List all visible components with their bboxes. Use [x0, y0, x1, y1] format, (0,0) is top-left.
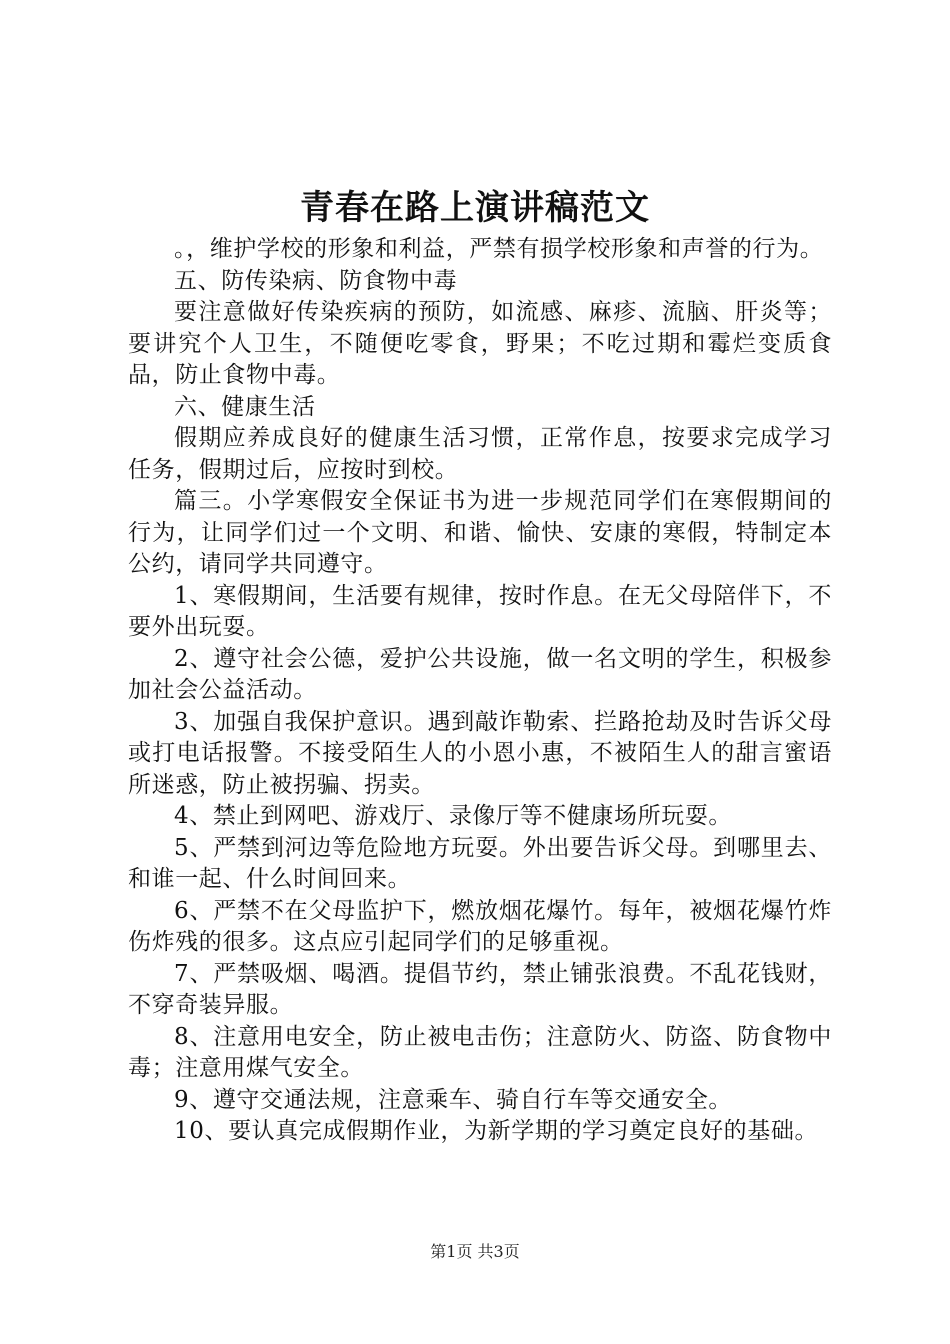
- list-item: 5、严禁到河边等危险地方玩耍。外出要告诉父母。到哪里去、和谁一起、什么时间回来。: [128, 834, 832, 892]
- section-heading: 六、健康生活: [174, 393, 316, 420]
- paragraph: 。，维护学校的形象和利益，严禁有损学校形象和声誉的行为。: [174, 236, 824, 262]
- list-item: 8、注意用电安全，防止被电击伤；注意防火、防盗、防食物中毒；注意用煤气安全。: [128, 1023, 832, 1081]
- paragraph: 假期应养成良好的健康生活习惯，正常作息，按要求完成学习任务，假期过后，应按时到校。: [128, 425, 832, 483]
- list-item: 10、要认真完成假期作业，为新学期的学习奠定良好的基础。: [174, 1118, 819, 1144]
- list-item: 1、寒假期间，生活要有规律，按时作息。在无父母陪伴下，不要外出玩耍。: [128, 582, 832, 640]
- paragraph: 要注意做好传染疾病的预防，如流感、麻疹、流脑、肝炎等；要讲究个人卫生，不随便吃零食，野果；不吃过期和霉烂变质食品，防止食物中毒。: [128, 299, 832, 388]
- list-item: 3、加强自我保护意识。遇到敲诈勒索、拦路抢劫及时告诉父母或打电话报警。不接受陌生人的小恩小惠，不被陌生人的甜言蜜语所迷惑，防止被拐骗、拐卖。: [128, 708, 832, 798]
- page-number-footer: 第1页 共3页: [430, 1242, 520, 1261]
- list-item: 6、严禁不在父母监护下，燃放烟花爆竹。每年，被烟花爆竹炸伤炸残的很多。这点应引起同学们的足够重视。: [128, 897, 832, 955]
- list-item: 2、遵守社会公德，爱护公共设施，做一名文明的学生，积极参加社会公益活动。: [128, 645, 832, 703]
- document-title: 青春在路上演讲稿范文: [300, 188, 650, 228]
- list-item: 9、遵守交通法规，注意乘车、骑自行车等交通安全。: [174, 1086, 733, 1113]
- section-heading: 五、防传染病、防食物中毒: [174, 267, 458, 294]
- list-item: 7、严禁吸烟、喝酒。提倡节约，禁止铺张浪费。不乱花钱财，不穿奇装异服。: [128, 960, 832, 1018]
- paragraph: 篇三。小学寒假安全保证书为进一步规范同学们在寒假期间的行为，让同学们过一个文明、和谐、愉快、安康的寒假，特制定本公约，请同学共同遵守。: [128, 488, 832, 577]
- list-item: 4、禁止到网吧、游戏厅、录像厅等不健康场所玩耍。: [174, 803, 733, 829]
- document-body: [128, 234, 832, 1148]
